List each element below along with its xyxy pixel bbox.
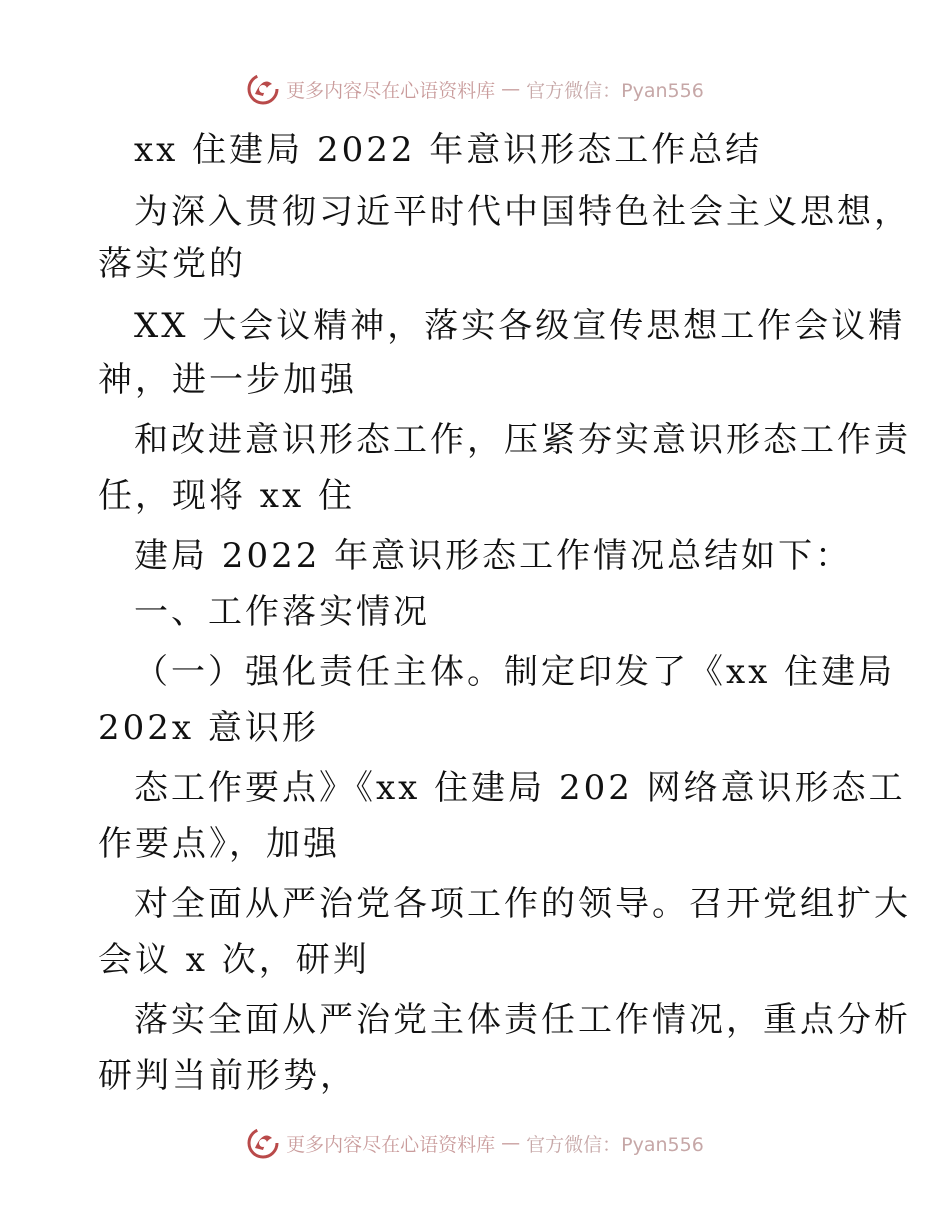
red-swirl-logo-icon	[246, 1126, 280, 1160]
doc-line: 和改进意识形态工作，压紧夯实意识形态工作责	[134, 420, 911, 460]
doc-line: 神，进一步加强	[98, 360, 357, 400]
watermark-brand: 官方微信：Pyan556	[526, 1133, 704, 1156]
doc-title: xx 住建局 2022 年意识形态工作总结	[134, 130, 763, 170]
doc-line: 任，现将 xx 住	[98, 476, 355, 516]
watermark-text: 更多内容尽在心语资料库	[286, 1133, 496, 1156]
doc-line: 为深入贯彻习近平时代中国特色社会主义思想，	[134, 192, 911, 232]
doc-section-heading: 一、工作落实情况	[134, 592, 430, 632]
watermark-header	[0, 72, 950, 106]
watermark-text: 更多内容尽在心语资料库	[286, 79, 496, 102]
doc-line: 建局 2022 年意识形态工作情况总结如下：	[134, 536, 853, 576]
doc-line: 作要点》，加强	[98, 824, 340, 864]
doc-line: 会议 x 次，研判	[98, 940, 370, 980]
doc-line: 落实党的	[98, 244, 246, 284]
doc-line: 态工作要点》《xx 住建局 202 网络意识形态工	[134, 768, 906, 808]
doc-line: XX 大会议精神，落实各级宣传思想工作会议精	[134, 306, 906, 346]
doc-line: （一）强化责任主体。制定印发了《xx 住建局	[134, 652, 896, 692]
watermark-brand: 官方微信：Pyan556	[526, 79, 704, 102]
watermark-separator: —	[501, 1132, 521, 1154]
red-swirl-logo-icon	[246, 72, 280, 106]
watermark-footer	[0, 1126, 950, 1160]
watermark-separator: —	[501, 78, 521, 100]
doc-line: 落实全面从严治党主体责任工作情况，重点分析	[134, 1000, 911, 1040]
doc-line: 对全面从严治党各项工作的领导。召开党组扩大	[134, 884, 911, 924]
doc-line: 202x 意识形	[98, 708, 319, 748]
doc-line: 研判当前形势，	[98, 1056, 357, 1096]
